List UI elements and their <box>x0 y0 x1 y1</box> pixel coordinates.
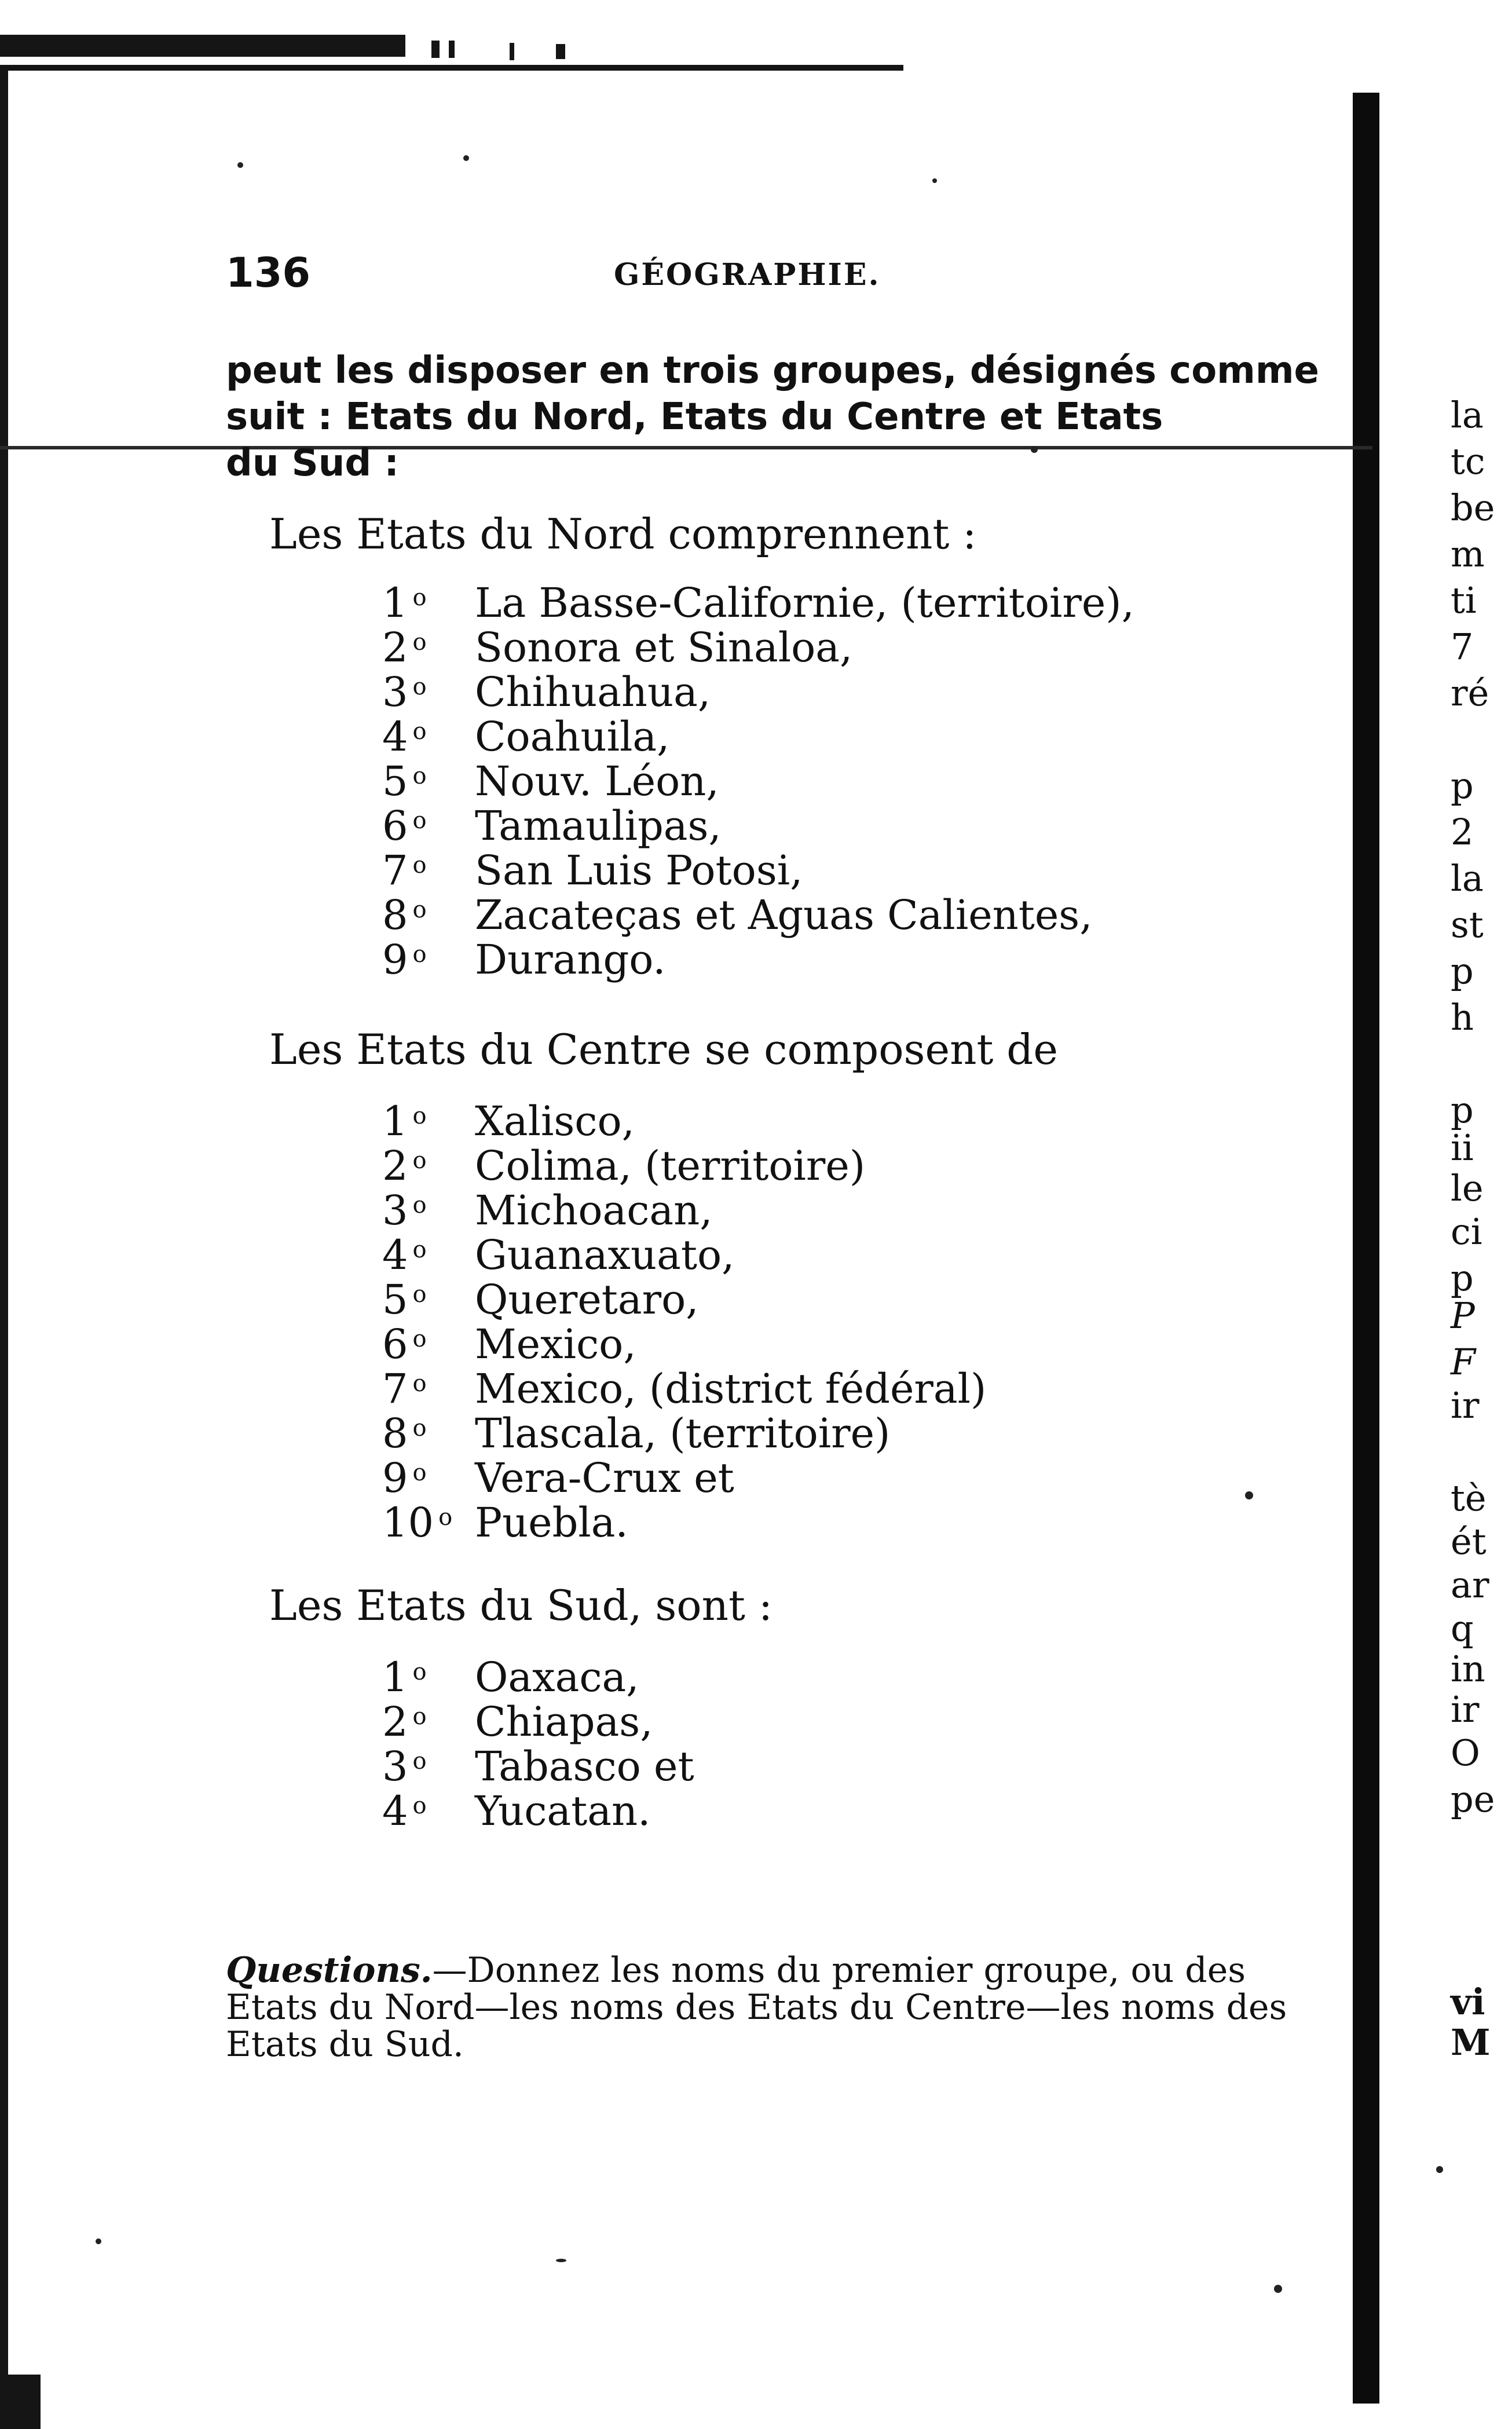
list-item: 5 $^o$ Queretaro, <box>382 1276 699 1323</box>
fragment: p <box>1451 950 1474 992</box>
group-title-nord: Les Etats du Nord comprennent : <box>269 510 977 558</box>
fragment: M <box>1451 2021 1491 2064</box>
intro-word: et <box>999 396 1042 438</box>
intro-word: Centre <box>847 396 987 438</box>
list-item: 3 $^o$ Tabasco et <box>382 1743 694 1790</box>
scan-mark-4 <box>556 44 565 59</box>
questions-line-3: Etats du Sud. <box>226 2024 464 2065</box>
intro-word: Etats <box>345 396 453 438</box>
speck <box>556 2259 566 2262</box>
page-number: 136 <box>226 249 311 297</box>
list-item: 10 $^o$ Puebla. <box>382 1499 628 1546</box>
intro-word: du <box>466 396 519 438</box>
list-etats-centre <box>382 1098 987 1546</box>
fragment: la <box>1451 857 1484 899</box>
speck <box>96 2238 101 2244</box>
fragment: tc <box>1451 440 1485 482</box>
list-item: 4 $^o$ Guanaxuato, <box>382 1231 735 1279</box>
fragment: ci <box>1451 1210 1482 1253</box>
list-item: 7 $^o$ San Luis Potosi, <box>382 847 803 894</box>
intro-word: Etats <box>660 396 768 438</box>
intro-line-1-text: peut les disposer en trois groupes, désignés comme <box>226 349 1319 392</box>
fragment: 7 <box>1451 625 1474 668</box>
list-item: 5 $^o$ Nouv. Léon, <box>382 758 719 805</box>
intro-paragraph <box>226 347 1319 486</box>
fragment: p <box>1451 764 1474 807</box>
questions-line-2: Etats du Nord—les noms des Etats du Centre—les noms des <box>226 1987 1287 2028</box>
speck <box>1274 2285 1282 2293</box>
scan-mark-2 <box>449 41 455 58</box>
questions-label: Questions. <box>226 1950 433 1991</box>
list-item: 3 $^o$ Michoacan, <box>382 1187 713 1234</box>
list-item: 2 $^o$ Sonora et Sinaloa, <box>382 624 853 671</box>
list-item: 6 $^o$ Tamaulipas, <box>382 802 722 850</box>
list-item: 6 $^o$ Mexico, <box>382 1320 636 1368</box>
intro-line-1 <box>226 347 1319 394</box>
list-item: 2 $^o$ Chiapas, <box>382 1698 653 1746</box>
fragment: P <box>1451 1294 1475 1337</box>
intro-line-2 <box>226 394 1274 440</box>
scan-edge-left <box>0 69 8 2429</box>
scan-edge-top <box>0 35 405 57</box>
list-item: 4 $^o$ Coahuila, <box>382 713 670 760</box>
fragment: 2 <box>1451 811 1474 853</box>
intro-word: suit : <box>226 396 333 438</box>
scan-edge-bottom-left <box>0 2375 41 2429</box>
fragment: in <box>1451 1648 1485 1690</box>
list-item: 1 $^o$ Xalisco, <box>382 1098 635 1145</box>
fragment: vi <box>1451 1981 1485 2023</box>
scan-mark-3 <box>510 43 514 60</box>
fragment: ar <box>1451 1564 1489 1606</box>
list-etats-nord <box>382 579 1134 981</box>
intro-word: du <box>781 396 834 438</box>
fragment: la <box>1451 394 1484 436</box>
fragment: ii <box>1451 1126 1474 1169</box>
scan-edge-top-thin <box>0 65 903 71</box>
fragment: ir <box>1451 1688 1480 1731</box>
questions-line-1 <box>226 1952 1274 1989</box>
fragment: le <box>1451 1167 1484 1209</box>
questions-paragraph <box>226 1950 1287 2065</box>
fragment: m <box>1451 533 1485 575</box>
fragment: pe <box>1451 1778 1495 1820</box>
running-title: GÉOGRAPHIE. <box>614 257 881 292</box>
list-item: 2 $^o$ Colima, (territoire) <box>382 1142 866 1190</box>
list-item: 1 $^o$ Oaxaca, <box>382 1654 639 1701</box>
page-header <box>226 249 1257 301</box>
questions-line-1-text: —Donnez les noms du premier groupe, ou des <box>432 1950 1246 1991</box>
page-spine-shadow <box>1353 93 1379 2404</box>
list-item: 8 $^o$ Tlascala, (territoire) <box>382 1410 891 1457</box>
list-item: 3 $^o$ Chihuahua, <box>382 668 711 716</box>
list-item: 9 $^o$ Durango. <box>382 936 666 983</box>
fragment: F <box>1451 1341 1476 1383</box>
list-item: 9 $^o$ Vera-Crux et <box>382 1454 734 1502</box>
fragment: ir <box>1451 1384 1480 1426</box>
fragment: p <box>1451 1257 1474 1299</box>
list-item: 8 $^o$ Zacateças et Aguas Calientes, <box>382 891 1093 939</box>
fragment: tè <box>1451 1477 1487 1519</box>
fragment: ti <box>1451 579 1477 621</box>
list-item: 1 $^o$ La Basse-Californie, (territoire), <box>382 579 1134 627</box>
fragment: O <box>1451 1732 1480 1774</box>
speck <box>1245 1491 1253 1499</box>
list-item: 7 $^o$ Mexico, (district fédéral) <box>382 1365 987 1413</box>
list-etats-sud <box>382 1654 694 1835</box>
speck <box>932 178 937 183</box>
fragment: h <box>1451 996 1474 1038</box>
intro-word: Etats <box>1055 396 1163 438</box>
group-title-centre: Les Etats du Centre se composent de <box>269 1025 1058 1074</box>
group-title-sud: Les Etats du Sud, sont : <box>269 1581 773 1630</box>
fragment: q <box>1451 1607 1474 1649</box>
fragment: be <box>1451 486 1495 529</box>
fragment: p <box>1451 1089 1474 1131</box>
speck <box>463 155 469 161</box>
intro-word: Nord, <box>532 396 647 438</box>
fragment: ré <box>1451 672 1489 714</box>
list-item: 4 $^o$ Yucatan. <box>382 1787 651 1835</box>
fragment: ét <box>1451 1520 1487 1563</box>
fragment: st <box>1451 903 1484 946</box>
intro-line-3: du Sud : <box>226 442 399 485</box>
scan-mark-1 <box>431 41 440 58</box>
speck <box>237 162 243 168</box>
speck <box>1436 2166 1443 2173</box>
